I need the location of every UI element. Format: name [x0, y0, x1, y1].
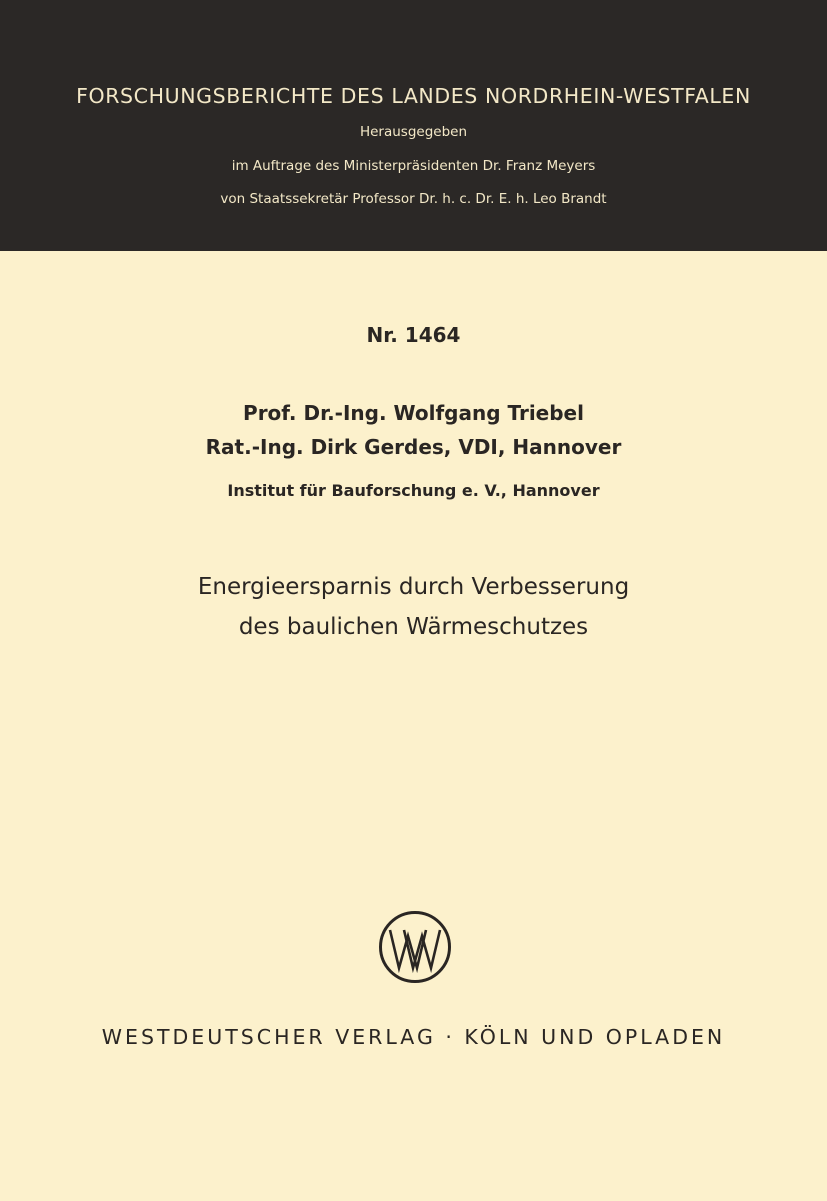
editor-line-3: von Staatssekretär Professor Dr. h. c. Dr. E. h. Leo Brandt	[220, 191, 607, 207]
editor-line-1: Herausgegeben	[359, 124, 468, 140]
editor-line-2: im Auftrage des Ministerpräsidenten Dr. Franz Meyers	[231, 158, 596, 174]
issue-number: Nr. 1464	[366, 323, 461, 347]
series-title: FORSCHUNGSBERICHTE DES LANDES NORDRHEIN-WESTFALEN	[76, 84, 751, 108]
book-title-line-2: des baulichen Wärmeschutzes	[238, 614, 589, 640]
series-header-band	[0, 0, 827, 251]
publisher-imprint: WESTDEUTSCHER VERLAG · KÖLN UND OPLADEN	[101, 1025, 726, 1049]
publisher-logo-icon	[378, 910, 452, 984]
author-1: Prof. Dr.-Ing. Wolfgang Triebel	[243, 401, 584, 425]
institute: Institut für Bauforschung e. V., Hannover	[227, 481, 600, 500]
author-2: Rat.-Ing. Dirk Gerdes, VDI, Hannover	[205, 435, 622, 459]
book-title-line-1: Energieersparnis durch Verbesserung	[197, 574, 630, 600]
